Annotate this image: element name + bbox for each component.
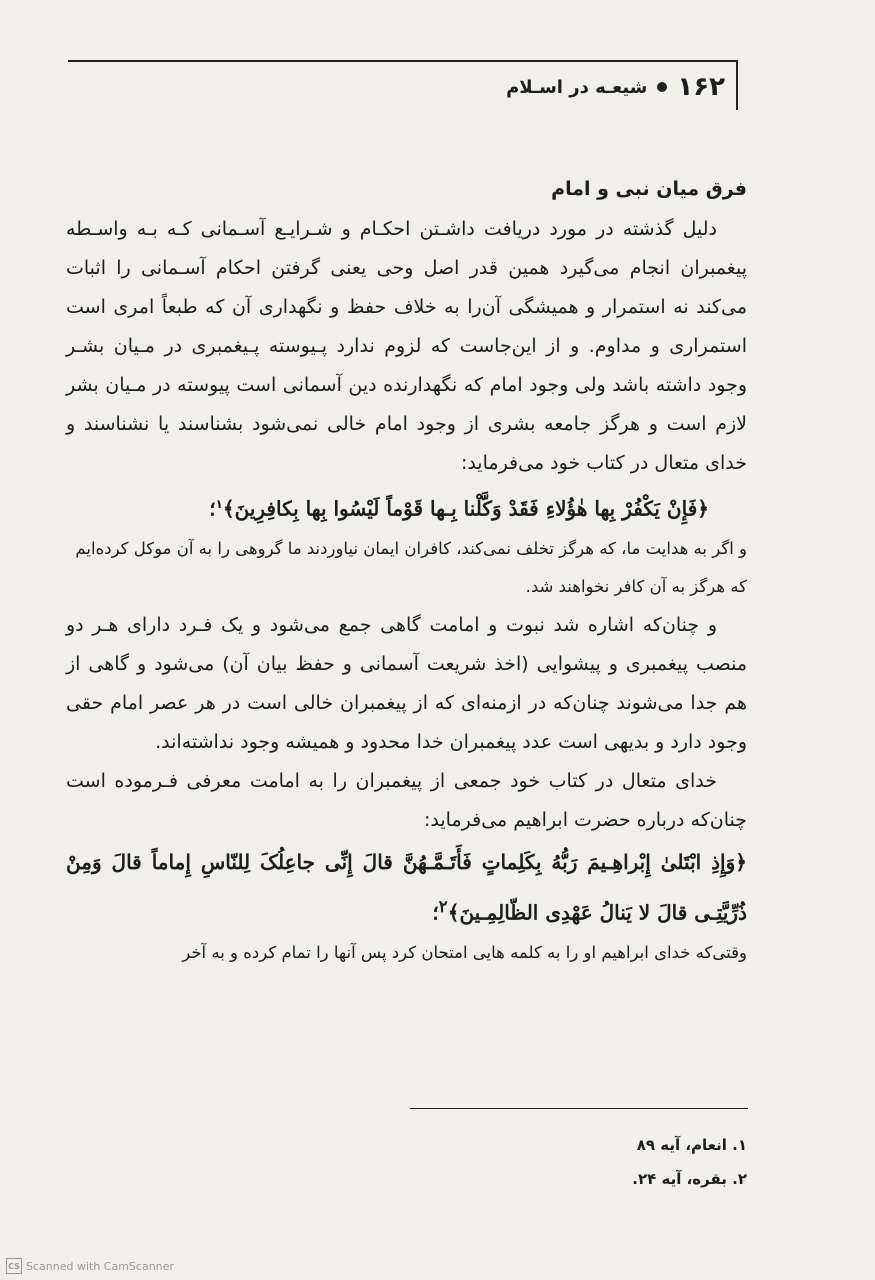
verse-2-text: ﴿وَإِذِ ابْتَلیٰ إِبْراهِـیمَ رَبُّهُ بِکَلِماتٍ فَأَتَـمَّـهُنَّ قالَ إِنِّی جاعِلُکَ لِلنّاسِ إِماماً قالَ وَمِنْ ذُرِّیَّتِـی قالَ لا یَنالُ عَهْدِی الظّالِمِـینَ﴾ [66,849,747,925]
verse-2-translation: وقتی‌که خدای ابراهیم او را به کلمه هایی امتحان کرد پس آنها را تمام کرده و به آخر [182,943,747,963]
section-heading: فرق میان نبی و امام [551,178,747,200]
verse-1-footnote-ref: ۱ [215,497,223,511]
footnote-1: ۱. انعام، آیه ۸۹ [636,1136,747,1154]
header-tick [736,60,738,110]
scanner-watermark [6,1258,174,1274]
camscanner-logo-icon: CS [6,1258,22,1274]
footnotes [632,1128,747,1196]
verse-1-translation: و اگر به هدایت ما، که هرگز تخلف نمی‌کند، کافران ایمان نیاوردند ما گروهی را به آن موکل کرده‌ایم که هرگز به آن کافر نخواهند شد. [75,538,747,596]
quran-verse-1: ﴿فَإِنْ یَکْفُرْ بِها هٰؤُلاءِ فَقَدْ وَکَّلْنا بِـها قَوْماً لَیْسُوا بِها بِکافِرِینَ﴾$^۱$؛ [209,496,709,521]
verse-2-footnote-ref: ۲ [438,895,448,916]
header-rule [68,60,738,62]
paragraph-3: خدای متعال در کتاب خود جمعی از پیغمبران را به امامت معرفی فـرموده است چنان‌که درباره حضرت ابراهیم می‌فرماید: [66,769,747,831]
scanner-text: Scanned with CamScanner [26,1259,174,1273]
footnote-2: ۲. بقره، آیه ۲۴. [632,1170,747,1188]
paragraph-2: و چنان‌که اشاره شد نبوت و امامت گاهی جمع می‌شود و یک فـرد دارای هـر دو منصب پیغمبری و پیشوایی (اخذ شریعت آسمانی و حفظ بیان آن) می‌شود و گاهی از هم جدا می‌شوند چنان‌که در ازمنه‌ای که از پیغمبران خالی است در هر عصر امام حقی وجود دارد و بدیهی است عدد پیغمبران خدا محدود و همیشه وجود نداشته‌اند. [66,613,747,753]
quran-verse-2: ﴿وَإِذِ ابْتَلیٰ إِبْراهِـیمَ رَبُّهُ بِکَلِماتٍ فَأَتَـمَّـهُنَّ قالَ إِنِّی جاعِلُکَ لِلنّاسِ إِماماً قالَ وَمِنْ ذُرِّیَّتِـی قالَ لا یَنالُ عَهْدِی الظّالِمِـینَ﴾$^۲$؛ [66,849,747,925]
page-body [66,168,747,972]
verse-1-text: ﴿فَإِنْ یَکْفُرْ بِها هٰؤُلاءِ فَقَدْ وَکَّلْنا بِـها قَوْماً لَیْسُوا بِها بِکافِرِینَ﴾ [222,496,709,521]
running-header [506,70,725,104]
running-title: شیعـه در اسـلام [506,76,648,98]
page-number: ۱۶۲ [677,72,725,102]
footnote-rule [410,1108,748,1109]
paragraph-1: دلیل گذشته در مورد دریافت داشـتن احکـام و شـرایـع آسـمانی کـه بـه واسـطه پیغمبران انجام می‌گیرد همین قدر اصل وحی یعنی گرفتن احکام آسـمانی را اثبات می‌کند نه استمرار و همیشگی آن‌را به خلاف حفظ و نگهداری آن که طبعاً امری است استمراری و مداوم. و از این‌جاست که لزوم ندارد پـیوسته پـیغمبری در مـیان بشـر وجود داشته باشد ولی وجود امام که نگهدارنده دین آسمانی است پیوسته در مـیان بشر لازم است و هرگز جامعه بشری از وجود امام خالی نمی‌شود بشناسند یا نشناسند و خدای متعال در کتاب خود می‌فرماید: [66,218,747,474]
header-bullet-icon [657,82,667,92]
